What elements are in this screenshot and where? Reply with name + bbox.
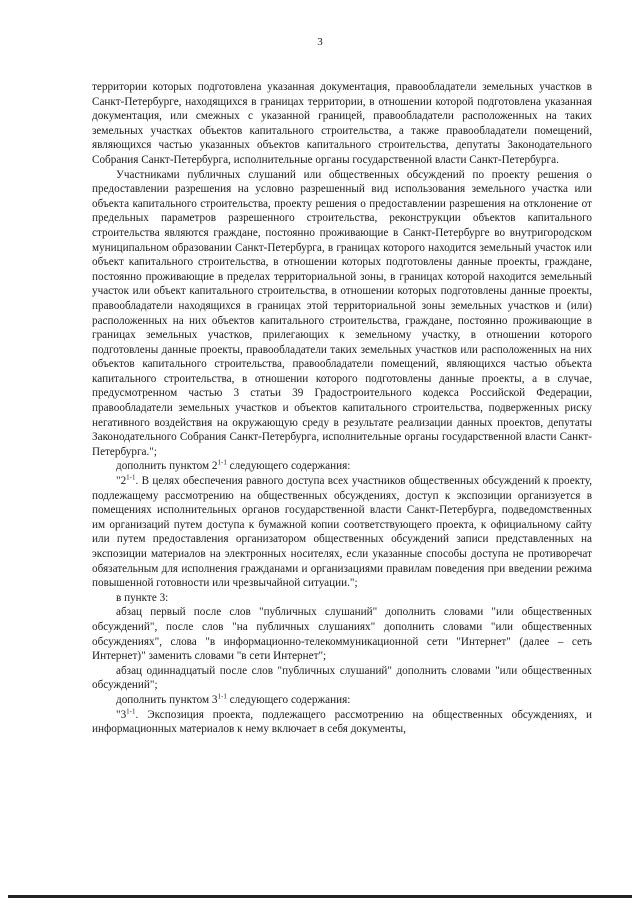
document-body [92,80,592,737]
paragraph-9: "3$^{1-1}$. Экспозиция проекта, подлежащего рассмотрению на общественных обсуждениях, и информационных материалов к нему включает в себя документы, [92,706,592,736]
paragraph-5: в пункте 3: [116,591,169,604]
page-number: 3 [317,36,323,48]
paragraph-2: Участниками публичных слушаний или общественных обсуждений по проекту решения о предоставлении разрешения на условно разрешенный вид использования земельного участка или объекта капитального строительства, проекту решения о предоставлении разрешения на отклонение от предельных параметров разрешенного строительства, реконструкции объектов капитального строительства являются граждане, постоянно проживающие в Санкт-Петербурге во внутригородском муниципальном образовании Санкт-Петербурга, в границах которого находится земельный участок или объект капитального строительства, в отношении которых подготовлены данные проекты, граждане, постоянно проживающие в пределах территориальной зоны, в границах которой находится земельный участок или объект капитального строительства, в отношении которых подготовлены данные проекты, правообладатели находящихся в границах этой территориальной зоны земельных участков и (или) расположенных на них объектов капитального строительства, граждане, постоянно проживающие в границах земельных участков, прилегающих к земельному участку, в отношении которого подготовлены данные проекты, правообладатели таких земельных участков или расположенных на них объектов капитального строительства, правообладатели помещений, являющихся частью объекта капитального строительства, в отношении которого подготовлены данные проекты, а в случае, предусмотренном частью 3 статьи 39 Градостроительного кодекса Российской Федерации, правообладатели земельных участков и объектов капитального строительства, подверженных риску негативного воздействия на окружающую среду в результате реализации данных проектов, депутаты Законодательного Собрания Санкт-Петербурга, исполнительные органы государственной власти Санкт-Петербурга."; [92,168,592,458]
scan-bottom-edge [8,895,632,898]
paragraph-8: дополнить пунктом 3$^{1-1}$ следующего содержания: [116,692,351,706]
paragraph-1: территории которых подготовлена указанная документация, правообладатели земельных участков в Санкт-Петербурге, находящихся в границах территории, в отношении которой подготовлена указанная документация, или смежных с указанной границей, правообладатели расположенных на таких земельных участках объектов капитального строительства, а также правообладатели помещений, являющихся частью указанных объектов капитального строительства, депутаты Законодательного Собрания Санкт-Петербурга, исполнительные органы государственной власти Санкт-Петербурга. [92,81,592,166]
paragraph-3: дополнить пунктом 2$^{1-1}$ следующего содержания: [116,458,351,473]
paragraph-6: абзац первый после слов "публичных слушаний" дополнить словами "или общественных обсуждений", после слов "на публичных слушаниях" дополнить словами "или общественных обсуждениях", слова "в информационно-телекоммуникационной сети "Интернет" (далее – сеть Интернет)" заменить словами "в сети Интернет"; [92,606,592,663]
paragraph-4: "2$^{1-1}$. В целях обеспечения равного доступа всех участников общественных обсуждений к проекту, подлежащему рассмотрению на общественных обсуждениях, доступ к экспозиции организуется в помещениях исполнительных органов государственной власти Санкт-Петербурга, подведомственных им организаций путем доступа к бумажной копии соответствующего проекта, к официальному сайту или путем предоставления организатором общественных обсуждений записи представленных на экспозиции материалов на электронных носителях, если указанные способы доступа не противоречат обязательным для исполнения гражданами и организациями правилам поведения при введении режима повышенной готовности или чрезвычайной ситуации."; [92,473,592,590]
paragraph-7: абзац одиннадцатый после слов "публичных слушаний" дополнить словами "или общественных обсуждений"; [92,664,592,692]
